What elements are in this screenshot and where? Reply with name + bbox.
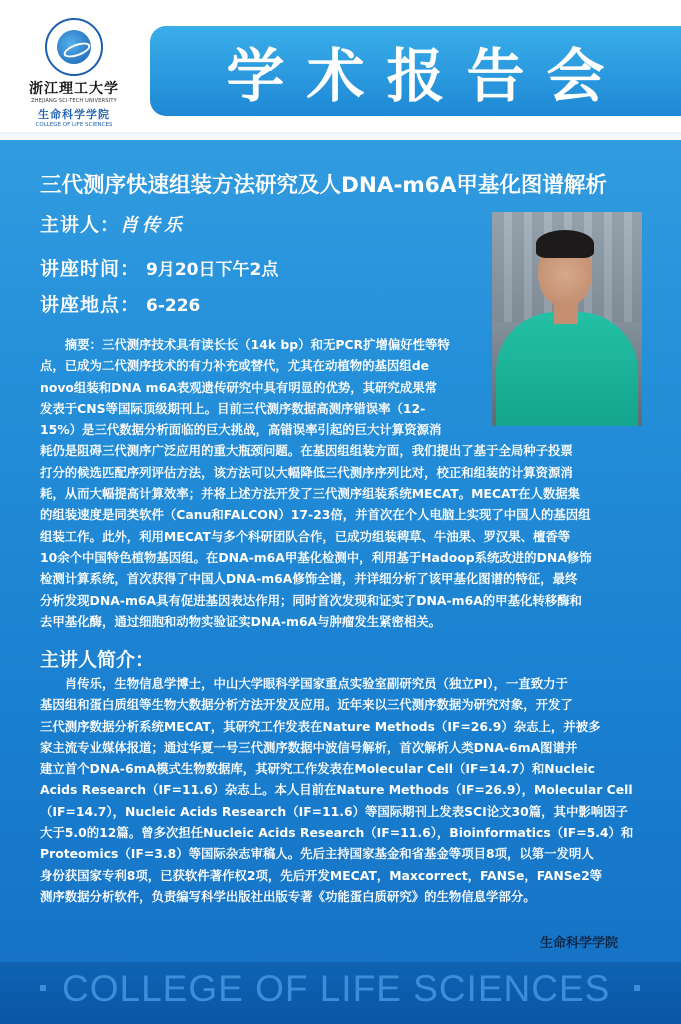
- bio-line: 家主流专业媒体报道；通过华夏一号三代测序数据中波信号解析，首次解析人类DNA-6mA图谱并: [40, 739, 578, 755]
- abstract-line: 摘要：三代测序技术具有读长长（14k bp）和无PCR扩增偏好性等特: [40, 337, 450, 352]
- footer-dot-icon: [40, 985, 46, 991]
- bio-line: Proteomics（IF=3.8）等国际杂志审稿人。先后主持国家基金和省基金等项目8项，以第一发明人: [40, 846, 594, 862]
- place-value: 6-226: [146, 296, 201, 316]
- bio-line: 基因组和蛋白质组等生物大数据分析方法开发及应用。近年来以三代测序数据为研究对象，开发了: [40, 697, 573, 713]
- banner-title: 学术报告会: [226, 42, 627, 110]
- speaker-name: 肖传乐: [120, 215, 187, 236]
- abstract: [40, 334, 644, 632]
- bio-line: 肖传乐，生物信息学博士，中山大学眼科学国家重点实验室副研究员（独立PI），一直致力于: [40, 676, 568, 691]
- bio-line: 三代测序数据分析系统MECAT，其研究工作发表在Nature Methods（IF=26.9）杂志上，并被多: [40, 718, 601, 734]
- school-name-en: ZHEJIANG SCI-TECH UNIVERSITY: [31, 98, 117, 104]
- abstract-line: 分析发现DNA-m6A具有促进基因表达作用；同时首次发现和证实了DNA-m6A的甲基化转移酶和: [40, 592, 582, 608]
- bio-heading: 主讲人简介：: [40, 649, 155, 671]
- bio-line: Acids Research（IF=11.6）杂志上。本人目前在Nature Methods（IF=26.9），Molecular Cell: [40, 782, 633, 798]
- footer-college-name-en: COLLEGE OF LIFE SCIENCES: [62, 968, 611, 1009]
- speaker-row: [40, 210, 186, 237]
- abstract-line: 去甲基化酶，通过细胞和动物实验证实DNA-m6A与肿瘤发生紧密相关。: [40, 613, 442, 629]
- bio-line: （IF=14.7），Nucleic Acids Research（IF=11.6）等国际期刊上发表SCI论文30篇，其中影响因子: [40, 803, 628, 819]
- college-name-en: COLLEGE OF LIFE SCIENCES: [35, 122, 113, 128]
- place-row: [40, 290, 200, 317]
- abstract-line: 的组装速度是同类软件（Canu和FALCON）17-23倍，并首次在个人电脑上实现了中国人的基因组: [40, 507, 591, 523]
- school-name: 浙江理工大学: [29, 81, 119, 97]
- bio-line: 测序数据分析软件，负责编写科学出版社出版专著《功能蛋白质研究》的生物信息学部分。: [40, 888, 536, 904]
- abstract-line: 点，已成为二代测序技术的有力补充或替代，尤其在动植物的基因组de: [40, 358, 429, 374]
- abstract-line: 15%）是三代数据分析面临的巨大挑战，高错误率引起的巨大计算资源消: [40, 422, 442, 438]
- time-label: 讲座时间：: [40, 258, 141, 280]
- talk-title: 三代测序快速组装方法研究及人DNA-m6A甲基化图谱解析: [40, 173, 607, 198]
- abstract-line: 耗仍是阻碍三代测序广泛应用的重大瓶颈问题。在基因组组装方面，我们提出了基于全局种子投票: [40, 443, 573, 459]
- speaker-bio: [40, 673, 644, 907]
- abstract-line: 耗，从而大幅提高计算效率；并将上述方法开发了三代测序组装系统MECAT。MECAT在人数据集: [40, 486, 580, 502]
- footer-dot-icon: [634, 985, 640, 991]
- bio-line: 身份获国家专利8项，已获软件著作权2项，先后开发MECAT，Maxcorrect，FANSe，FANSe2等: [40, 867, 603, 883]
- abstract-line: 发表于CNS等国际顶级期刊上。目前三代测序数据高测序错误率（12-: [40, 400, 426, 416]
- abstract-line: 检测计算系统，首次获得了中国人DNA-m6A修饰全谱，并详细分析了该甲基化图谱的特征，最终: [40, 571, 578, 587]
- time-row: [40, 254, 278, 281]
- place-label: 讲座地点：: [40, 294, 141, 316]
- abstract-line: 10余个中国特色植物基因组。在DNA-m6A甲基化检测中，利用基于Hadoop系统改进的DNA修饰: [40, 549, 592, 565]
- time-value: 9月20日下午2点: [146, 260, 279, 280]
- bio-line: 大于5.0的12篇。曾多次担任Nucleic Acids Research（IF=11.6），Bioinformatics（IF=5.4）和: [40, 825, 634, 841]
- header: [0, 0, 681, 140]
- bio-line: 建立首个DNA-6mA模式生物数据库，其研究工作发表在Molecular Cell（IF=14.7）和Nucleic: [40, 761, 595, 777]
- footer-college-name: 生命科学学院: [540, 936, 619, 951]
- abstract-line: novo组装和DNA m6A表观遗传研究中具有明显的优势，其研究成果常: [40, 379, 437, 395]
- college-name: 生命科学学院: [38, 108, 110, 121]
- speaker-label: 主讲人：: [40, 214, 121, 236]
- university-logo: [14, 18, 134, 128]
- title-banner: [150, 26, 681, 116]
- abstract-line: 打分的候选匹配序列评估方法，该方法可以大幅降低三代测序序列比对，校正和组装的计算资源消: [40, 464, 573, 480]
- abstract-line: 组装工作。此外，利用MECAT与多个科研团队合作，已成功组装稗草、牛油果、罗汉果、檀香等: [40, 528, 571, 544]
- university-emblem-icon: [45, 18, 103, 76]
